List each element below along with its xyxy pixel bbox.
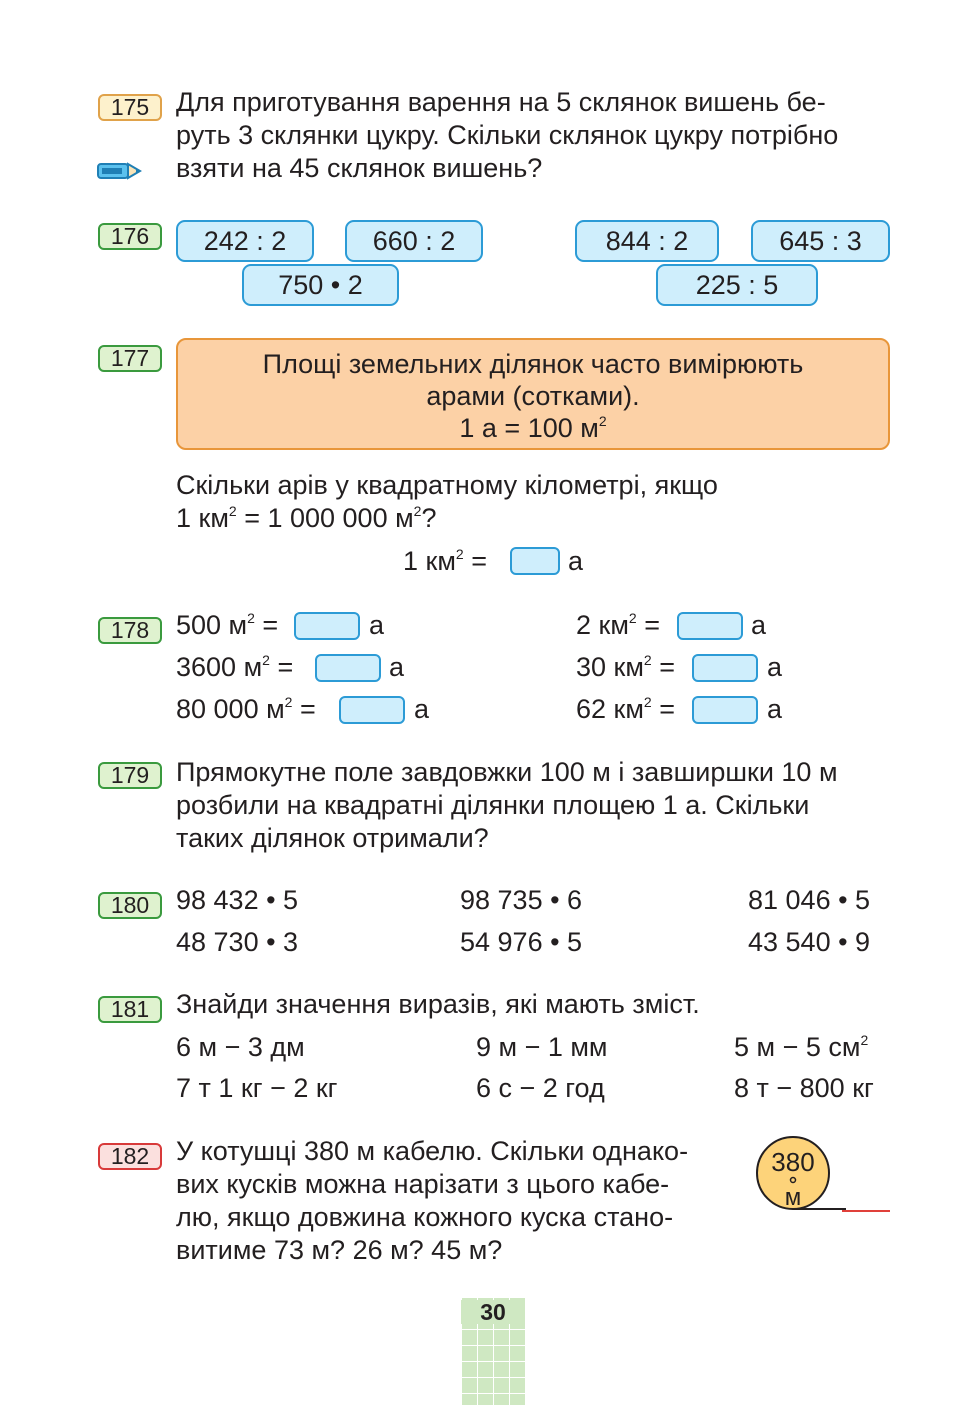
superscript: 2 xyxy=(455,546,464,562)
multiplication-item: 43 540 • 9 xyxy=(748,927,871,957)
answer-box[interactable] xyxy=(692,654,758,682)
pencil-icon xyxy=(96,158,144,184)
info-line xyxy=(178,412,888,444)
exercise-number-176: 176 xyxy=(98,223,162,250)
unit-label: а xyxy=(767,652,783,682)
exercise-175-line3: взяти на 45 склянок вишень? xyxy=(176,153,543,183)
multiplication-item: 48 730 • 3 xyxy=(176,927,299,957)
multiplication-item: 98 735 • 6 xyxy=(460,885,583,915)
superscript: 2 xyxy=(262,652,270,668)
exercise-182-line4: витиме 73 м? 26 м? 45 м? xyxy=(176,1235,503,1265)
unit-label: а xyxy=(389,652,405,682)
expression-item: 9 м − 1 мм xyxy=(476,1032,608,1062)
multiplication-item: 98 432 • 5 xyxy=(176,885,299,915)
exercise-182-line3: лю, якщо довжина кожного куска стано- xyxy=(176,1202,674,1232)
info-line: Площі земельних ділянок часто вимірюють xyxy=(262,349,804,379)
exercise-number-182: 182 xyxy=(98,1143,162,1170)
superscript: 2 xyxy=(228,503,237,519)
info-line: арами (сотками). xyxy=(426,381,640,411)
exercise-number-177: 177 xyxy=(98,345,162,372)
answer-box[interactable] xyxy=(692,696,758,724)
exercise-number-180: 180 xyxy=(98,892,162,919)
answer-box[interactable] xyxy=(677,612,743,640)
conversion-left: 80 000 $м^2$ = xyxy=(176,694,316,724)
answer-box[interactable] xyxy=(294,612,360,640)
exercise-number-178: 178 xyxy=(98,617,162,644)
superscript: 2 xyxy=(628,610,637,626)
conversion-right: 2 $км^2$ = xyxy=(576,610,660,640)
exercise-number-175: 175 xyxy=(98,94,162,121)
multiplication-item: 54 976 • 5 xyxy=(460,927,583,957)
calc-card: 750 • 2 xyxy=(242,264,399,306)
superscript: 2 xyxy=(284,694,293,710)
superscript: 2 xyxy=(413,503,422,519)
expression-item: 6 с − 2 год xyxy=(476,1073,605,1103)
unit-label: а xyxy=(751,610,767,640)
exercise-number-179: 179 xyxy=(98,762,162,789)
answer-box[interactable] xyxy=(510,547,560,575)
calc-card: 645 : 3 xyxy=(751,220,890,262)
answer-box[interactable] xyxy=(339,696,405,724)
expression-item: 5 м − 5 $см^2$ xyxy=(734,1032,869,1062)
conversion-left: 500 $м^2$ = xyxy=(176,610,279,640)
exercise-179-line3: таких ділянок отримали? xyxy=(176,823,489,853)
answer-box[interactable] xyxy=(315,654,381,682)
exercise-175-line1: Для приготування варення на 5 склянок вишень бе- xyxy=(176,87,826,117)
expression-item: 8 т − 800 кг xyxy=(734,1073,874,1103)
exercise-177-question-line2: 1 $км^2 = 1$ 000 000 $м^2$? xyxy=(176,503,437,533)
superscript: 2 xyxy=(598,413,607,429)
unit-label: а xyxy=(414,694,430,724)
unit-label: а xyxy=(568,546,584,576)
exercise-182-line2: вих кусків можна нарізати з цього кабе- xyxy=(176,1169,670,1199)
calc-card: 242 : 2 xyxy=(176,220,314,262)
exercise-182-line1: У котушці 380 м кабелю. Скільки однако- xyxy=(176,1136,689,1166)
exercise-181-prompt: Знайди значення виразів, які мають зміст. xyxy=(176,989,700,1019)
info-box xyxy=(176,338,890,450)
expression-item: 6 м − 3 дм xyxy=(176,1032,305,1062)
calc-card: 225 : 5 xyxy=(656,264,818,306)
exercise-179-line2: розбили на квадратні ділянки площею 1 а. Скільки xyxy=(176,790,810,820)
coil-value: 380 xyxy=(771,1147,815,1177)
superscript: 2 xyxy=(643,694,652,710)
info-formula: 1 а = 100 м xyxy=(459,413,599,443)
conversion-right: 30 $км^2$ = xyxy=(576,652,675,682)
exercise-175-line2: руть 3 склянки цукру. Скільки склянок цукру потрібно xyxy=(176,120,839,150)
conversion-left: 3600 $м^2$ = xyxy=(176,652,294,682)
cable-coil-icon xyxy=(754,1133,894,1217)
calc-card: 660 : 2 xyxy=(345,220,483,262)
calc-card: 844 : 2 xyxy=(575,220,719,262)
superscript: 2 xyxy=(643,652,652,668)
exercise-177-question-line1: Скільки арів у квадратному кілометрі, якщо xyxy=(176,470,718,500)
expression-item: 7 т 1 кг − 2 кг xyxy=(176,1073,338,1103)
conversion-right: 62 $км^2$ = xyxy=(576,694,675,724)
unit-label: а xyxy=(767,694,783,724)
exercise-179-line1: Прямокутне поле завдовжки 100 м і завширшки 10 м xyxy=(176,757,838,787)
exercise-177-answer-label: 1 $км^2$ = xyxy=(403,546,487,576)
exercise-number-181: 181 xyxy=(98,996,162,1023)
coil-unit: м xyxy=(784,1184,802,1211)
multiplication-item: 81 046 • 5 xyxy=(748,885,871,915)
page-number: 30 xyxy=(461,1300,525,1324)
unit-label: а xyxy=(369,610,385,640)
superscript: 2 xyxy=(860,1032,869,1048)
superscript: 2 xyxy=(247,610,255,626)
